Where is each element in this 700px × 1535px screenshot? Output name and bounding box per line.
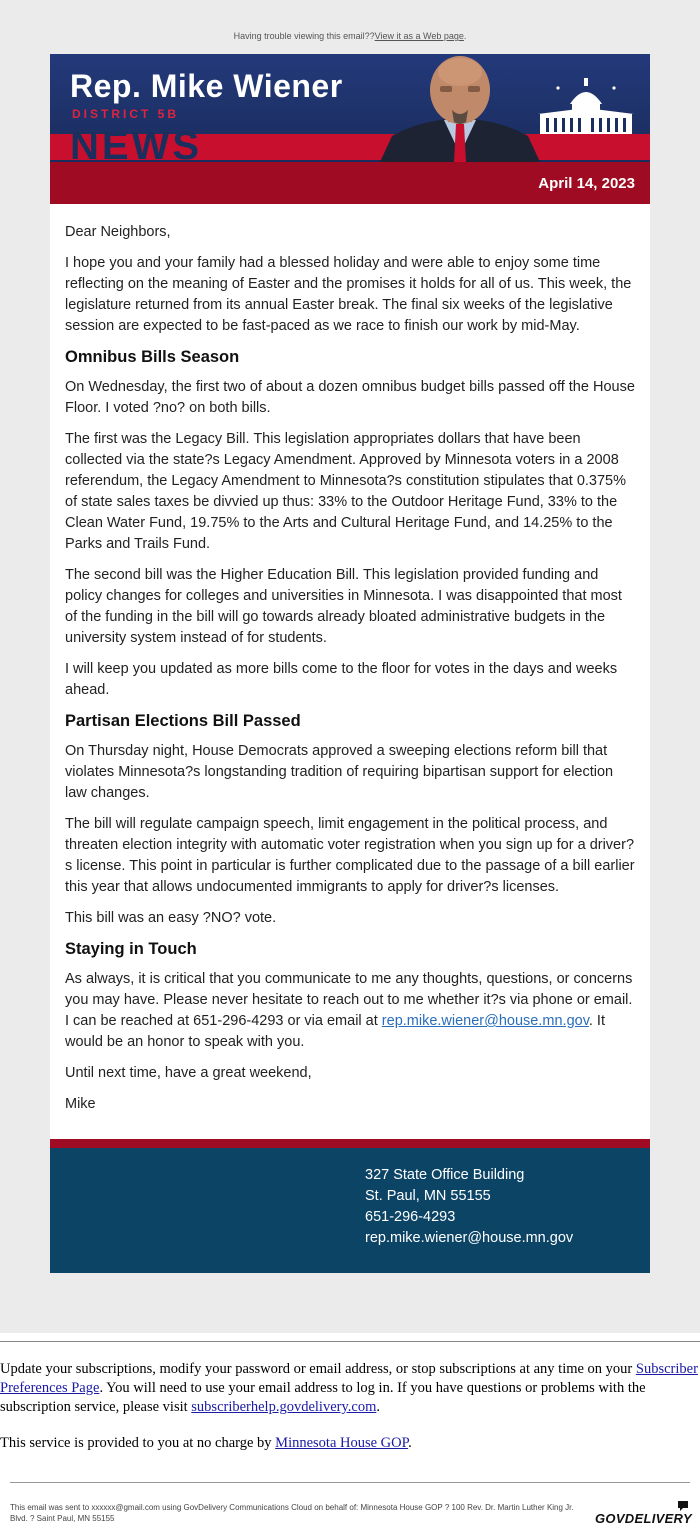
provider-text: This service is provided to you at no charge by [0, 1435, 276, 1451]
newsletter-body [50, 204, 650, 1139]
newsletter-card [50, 54, 650, 1273]
contact-text-end: . It would be an honor to speak with you. [65, 1013, 605, 1050]
speech-bubble-icon [677, 1500, 689, 1512]
news-label: NEWS [70, 124, 202, 168]
preheader-text: Having trouble viewing this email?? [233, 31, 375, 41]
subscription-text-end: . [376, 1399, 380, 1415]
phone-number: 651-296-4293 [365, 1209, 456, 1225]
district-label: DISTRICT 5B [72, 107, 180, 121]
signature: Mike [65, 1096, 96, 1112]
paragraph: I will keep you updated as more bills come to the floor for votes in the days and weeks ahead. [65, 661, 618, 698]
subscriber-preferences-link[interactable]: Subscriber Preferences Page [0, 1361, 698, 1396]
email-link[interactable]: rep.mike.wiener@house.mn.gov [381, 1013, 589, 1029]
paragraph: On Wednesday, the first two of about a dozen omnibus budget bills passed off the House Floor. I voted ?no? on both bills. [65, 379, 635, 416]
address-city: St. Paul, MN 55155 [365, 1188, 491, 1204]
provider-paragraph [0, 1434, 700, 1453]
paragraph: This bill was an easy ?NO? vote. [65, 910, 277, 926]
divider [0, 1341, 700, 1342]
intro-paragraph: I hope you and your family had a blessed holiday and were able to enjoy some time reflecting on the meaning of Easter and the promises it holds for all of us. This week, the legislature returned from its annual Easter break. The final six weeks of the legislative session are expected to be fast-paced as we race to finish our work by mid-May. [65, 255, 632, 334]
greeting: Dear Neighbors, [65, 224, 171, 240]
section-heading-elections: Partisan Elections Bill Passed [65, 712, 301, 730]
subscription-text-middle: . You will need to use your email address to log in. If you have questions or problems with the subscription service, please visit [0, 1380, 646, 1415]
section-heading-contact: Staying in Touch [65, 940, 197, 958]
subscription-paragraph [0, 1360, 700, 1417]
subscription-text: Update your subscriptions, modify your password or email address, or stop subscriptions at any time on your [0, 1361, 636, 1377]
subscriber-help-link[interactable]: subscriberhelp.govdelivery.com [191, 1399, 377, 1415]
govdelivery-logo[interactable] [595, 1500, 690, 1528]
preheader-end: . [463, 31, 467, 41]
paragraph: The bill will regulate campaign speech, limit engagement in the political process, and threaten election integrity with automatic voter registration when you sign up for a driver?s license. This point in particular is further complicated due to the passage of a bill earlier this year that allows undocumented immigrants to apply for driver?s licenses. [65, 816, 635, 895]
paragraph: The second bill was the Higher Education Bill. This legislation provided funding and policy changes for colleges and universities in Minnesota. I was disappointed that most of the funding in the bill will go towards already bloated administrative budgets in the university system instead of for students. [65, 567, 622, 646]
legal-footer-text: This email was sent to xxxxxx@gmail.com using GovDelivery Communications Cloud on behalf of: Minnesota House GOP ? 100 Rev. Dr. Martin Luther King Jr. Blvd. ? Saint Paul, MN 55155 [10, 1503, 574, 1523]
web-view-link[interactable]: View it as a Web page [374, 31, 464, 41]
paragraph: On Thursday night, House Democrats approved a sweeping elections reform bill that violates Minnesota?s longstanding tradition of requiring bipartisan support for election law changes. [65, 743, 614, 801]
footer-email: rep.mike.wiener@house.mn.gov [365, 1230, 574, 1246]
provider-text-end: . [408, 1435, 412, 1451]
portrait-photo [380, 54, 540, 162]
closing: Until next time, have a great weekend, [65, 1065, 312, 1081]
office-address [365, 1165, 573, 1249]
divider [10, 1482, 690, 1483]
subscription-notice [0, 1360, 700, 1470]
header-banner [50, 54, 650, 204]
contact-paragraph [65, 969, 635, 1063]
section-heading-omnibus: Omnibus Bills Season [65, 348, 240, 366]
issue-date: April 14, 2023 [538, 175, 635, 192]
representative-name: Rep. Mike Wiener [70, 68, 343, 104]
capitol-building-icon [536, 74, 636, 136]
paragraph: The first was the Legacy Bill. This legislation appropriates dollars that have been collected via the state?s Legacy Amendment. Approved by Minnesota voters in a 2008 referendum, the Legacy Amendment to Minnesota?s constitution stipulates that 0.375% of state sales taxes be divvied up thus: 33% to the Outdoor Heritage Fund, 33% to the Clean Water Fund, 19.75% to the Arts and Cultural Heritage Fund, and 14.25% to the Parks and Trails Fund. [65, 431, 627, 552]
contact-text: As always, it is critical that you communicate to me any thoughts, questions, or concerns you may have. Please never hesitate to reach out to me whether it?s via phone or email. I can be reached at 651-296-4293 or via email at [65, 971, 633, 1029]
minnesota-house-gop-link[interactable]: Minnesota House GOP [275, 1435, 409, 1451]
contact-footer [50, 1139, 650, 1273]
preheader [0, 31, 700, 41]
address-line: 327 State Office Building [365, 1167, 525, 1183]
govdelivery-logo-text: GOVDELIVERY [595, 1511, 692, 1526]
